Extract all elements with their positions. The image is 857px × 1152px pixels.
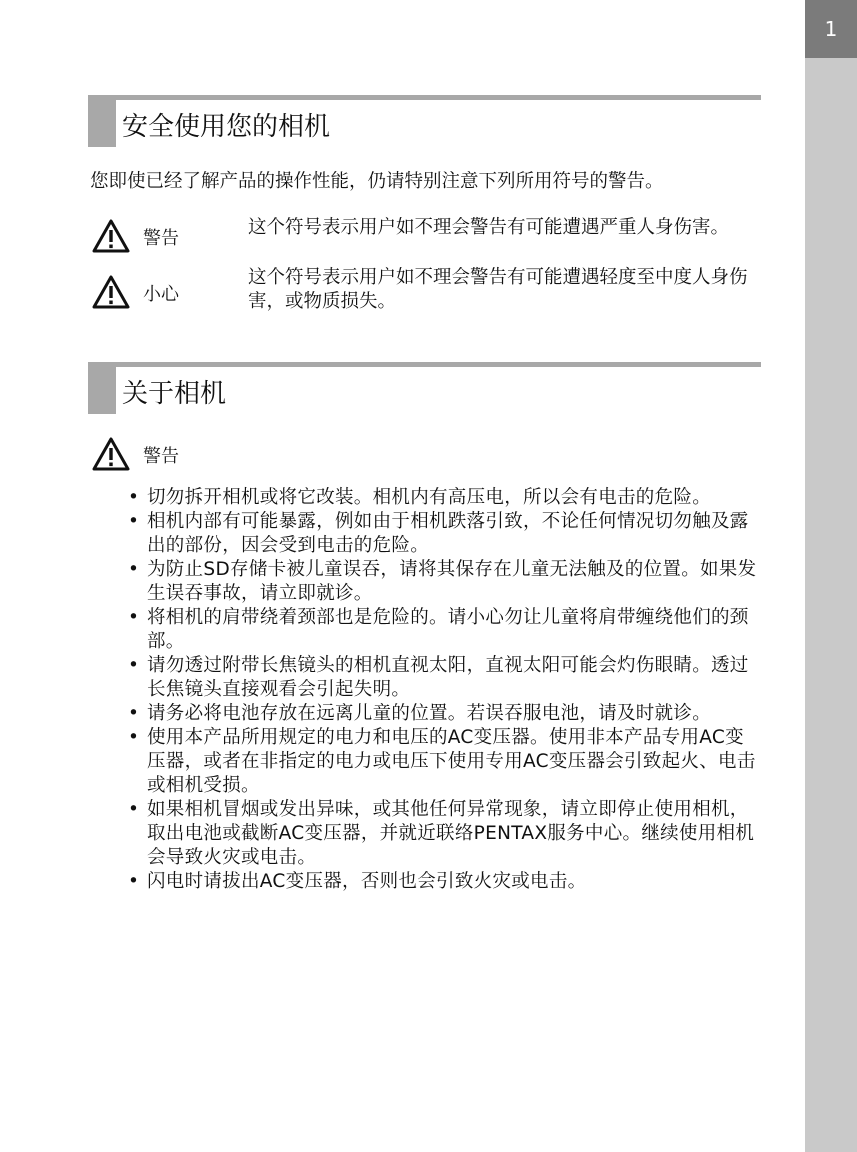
list-item: • 闪电时请拔出AC变压器，否则也会引致火灾或电击。 xyxy=(128,870,760,894)
section-title: 安全使用您的相机 xyxy=(122,112,331,142)
symbol-description-caution: 这个符号表示用户如不理会警告有可能遭遇轻度至中度人身伤害，或物质损失。 xyxy=(248,267,748,312)
list-item: • 将相机的肩带绕着颈部也是危险的。请小心勿让儿童将肩带缠绕他们的颈部。 xyxy=(128,606,760,654)
list-item: • 为防止SD存储卡被儿童误吞，请将其保存在儿童无法触及的位置。如果发生误吞事故，请立即就诊。 xyxy=(128,558,760,606)
section-header-safety xyxy=(88,95,761,147)
symbol-label-caution: 小心 xyxy=(143,284,179,305)
side-strip xyxy=(805,0,857,1152)
section-rule xyxy=(88,95,761,100)
list-item: • 相机内部有可能暴露，例如由于相机跌落引致，不论任何情况切勿触及露出的部份，因会受到电击的危险。 xyxy=(128,510,760,558)
list-item: • 使用本产品所用规定的电力和电压的AC变压器。使用非本产品专用AC变压器，或者在非指定的电力或电压下使用专用AC变压器会引致起火、电击或相机受损。 xyxy=(128,726,760,798)
section-marker xyxy=(88,95,116,147)
list-item: • 请勿透过附带长焦镜头的相机直视太阳，直视太阳可能会灼伤眼睛。透过长焦镜头直接观看会引起失明。 xyxy=(128,654,760,702)
intro-text: 您即使已经了解产品的操作性能，仍请特别注意下列所用符号的警告。 xyxy=(90,171,664,192)
section-rule xyxy=(88,362,761,367)
section-marker xyxy=(88,362,116,414)
symbol-description-warning: 这个符号表示用户如不理会警告有可能遭遇严重人身伤害。 xyxy=(248,217,730,238)
warning-triangle-icon xyxy=(92,437,130,471)
warning-list xyxy=(128,486,760,894)
list-item: • 切勿拆开相机或将它改装。相机内有高压电，所以会有电击的危险。 xyxy=(128,486,760,510)
warning-triangle-icon xyxy=(92,275,130,309)
page-number-tab: 1 xyxy=(805,0,857,58)
symbol-label-warning: 警告 xyxy=(143,228,179,249)
section-header-camera xyxy=(88,362,761,414)
list-item: • 请务必将电池存放在远离儿童的位置。若误吞服电池，请及时就诊。 xyxy=(128,702,760,726)
section-title: 关于相机 xyxy=(122,379,227,409)
warning-label: 警告 xyxy=(143,446,179,467)
warning-triangle-icon xyxy=(92,219,130,253)
list-item: • 如果相机冒烟或发出异味，或其他任何异常现象，请立即停止使用相机，取出电池或截断AC变压器，并就近联络PENTAX服务中心。继续使用相机会导致火灾或电击。 xyxy=(128,798,760,870)
